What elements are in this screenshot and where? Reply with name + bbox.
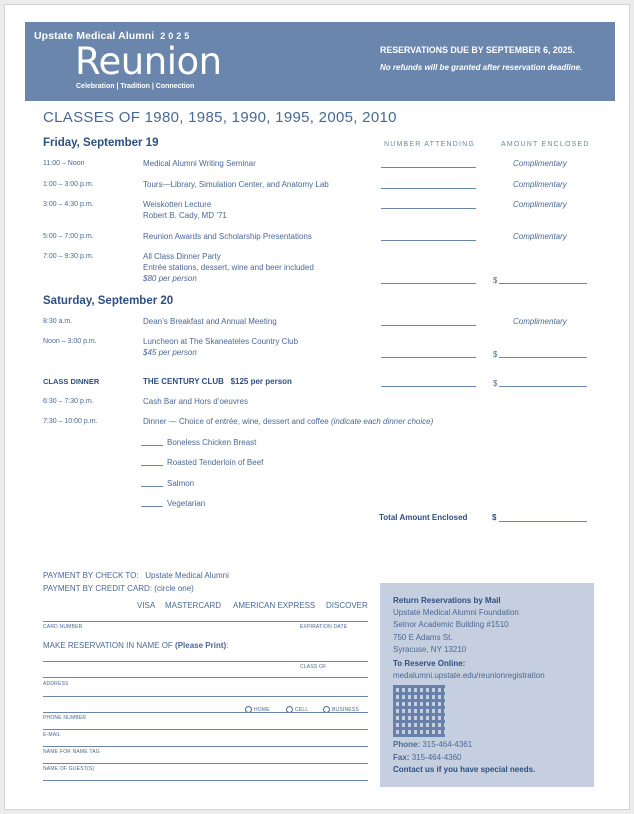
card-option-amex[interactable]: AMERICAN EXPRESS bbox=[233, 601, 316, 610]
choice-count-field[interactable] bbox=[141, 445, 163, 446]
saturday-heading: Saturday, September 20 bbox=[43, 295, 174, 307]
name-tag-label: NAME FOR NAME TAG bbox=[43, 749, 100, 755]
amount-complimentary: Complimentary bbox=[513, 180, 567, 189]
dinner-choice: Boneless Chicken Breast bbox=[167, 438, 257, 447]
event-time: 5:00 – 7:00 p.m. bbox=[43, 233, 94, 240]
name-field[interactable] bbox=[43, 661, 368, 662]
classes-heading: CLASSES OF 1980, 1985, 1990, 1995, 2005, 2010 bbox=[43, 109, 397, 126]
special-needs-note: Contact us if you have special needs. bbox=[393, 765, 536, 774]
return-address-line: Setnor Academic Building #1510 bbox=[393, 620, 509, 629]
attending-field[interactable] bbox=[381, 386, 476, 387]
dinner-choice: Roasted Tenderloin of Beef bbox=[167, 458, 264, 467]
attending-field[interactable] bbox=[381, 325, 476, 326]
guest-name-label: NAME OF GUEST(S) bbox=[43, 766, 95, 772]
email-field[interactable] bbox=[43, 729, 368, 730]
amount-complimentary: Complimentary bbox=[513, 200, 567, 209]
amount-complimentary: Complimentary bbox=[513, 317, 567, 326]
event-time: 11:00 – Noon bbox=[43, 160, 85, 167]
dinner-time: 7:30 – 10:00 p.m. bbox=[43, 418, 98, 425]
address-field[interactable] bbox=[43, 696, 368, 697]
return-address-line: 750 E Adams St. bbox=[393, 633, 453, 642]
return-address-line: Syracuse, NY 13210 bbox=[393, 645, 467, 654]
event-title: Dean’s Breakfast and Annual Meeting bbox=[143, 317, 277, 326]
banner-year: 2025 bbox=[160, 31, 193, 41]
card-number-label: CARD NUMBER bbox=[43, 624, 83, 630]
attending-field[interactable] bbox=[381, 167, 476, 168]
please-print: (Please Print) bbox=[175, 641, 227, 650]
attending-field[interactable] bbox=[381, 283, 476, 284]
number-attending-header: NUMBER ATTENDING bbox=[384, 141, 476, 148]
total-dollar-sign: $ bbox=[492, 513, 497, 522]
online-heading: To Reserve Online: bbox=[393, 659, 466, 668]
dinner-title: Dinner — Choice of entrée, wine, dessert and coffee (indicate each dinner choice) bbox=[143, 417, 434, 426]
class-dinner-venue: THE CENTURY CLUB $125 per person bbox=[143, 377, 292, 386]
card-option-mastercard[interactable]: MASTERCARD bbox=[165, 601, 222, 610]
event-price: $45 per person bbox=[143, 348, 197, 357]
guest-name-field[interactable] bbox=[43, 763, 368, 764]
address-label: ADDRESS bbox=[43, 681, 69, 687]
banner-tagline: Celebration | Tradition | Connection bbox=[76, 83, 195, 90]
card-number-field[interactable] bbox=[43, 621, 368, 622]
event-price: $80 per person bbox=[143, 274, 197, 283]
reservation-form-page bbox=[4, 4, 630, 810]
dinner-note: (indicate each dinner choice) bbox=[330, 417, 434, 426]
return-reservations-box bbox=[380, 583, 594, 787]
amount-field[interactable] bbox=[499, 283, 587, 284]
cash-bar-time: 6:30 – 7:30 p.m. bbox=[43, 398, 94, 405]
attending-field[interactable] bbox=[381, 188, 476, 189]
choice-count-field[interactable] bbox=[141, 486, 163, 487]
name-field-2[interactable] bbox=[43, 677, 368, 678]
amount-field[interactable] bbox=[499, 386, 587, 387]
fax-line: Fax: 315-464-4360 bbox=[393, 753, 462, 762]
event-title: Weiskotten Lecture Robert B. Cady, MD ’71 bbox=[143, 200, 227, 220]
event-subtitle: Entrée stations, dessert, wine and beer included bbox=[143, 263, 314, 272]
choice-count-field[interactable] bbox=[141, 506, 163, 507]
card-payment-label: PAYMENT BY CREDIT CARD: (circle one) bbox=[43, 584, 194, 593]
guest-name-field-2[interactable] bbox=[43, 780, 368, 781]
event-time: 3:00 – 4:30 p.m. bbox=[43, 201, 94, 208]
phone-type-home[interactable]: HOME bbox=[245, 706, 270, 713]
reservations-due: RESERVATIONS DUE BY SEPTEMBER 6, 2025. bbox=[380, 45, 575, 55]
event-time: 7:00 – 9:30 p.m. bbox=[43, 253, 94, 260]
event-subtitle: Robert B. Cady, MD ’71 bbox=[143, 211, 227, 220]
dinner-choice: Vegetarian bbox=[167, 499, 206, 508]
amount-dollar-sign: $ bbox=[493, 276, 498, 285]
check-payee: Upstate Medical Alumni bbox=[145, 571, 229, 580]
attending-field[interactable] bbox=[381, 208, 476, 209]
phone-label: PHONE NUMBER bbox=[43, 715, 87, 721]
name-tag-field[interactable] bbox=[43, 746, 368, 747]
class-of-label: CLASS OF bbox=[300, 664, 327, 670]
class-dinner-price: $125 per person bbox=[230, 377, 292, 386]
card-option-visa[interactable]: VISA bbox=[137, 601, 156, 610]
phone-line: Phone: 315-464-4361 bbox=[393, 740, 473, 749]
cash-bar-title: Cash Bar and Hors d’oeuvres bbox=[143, 397, 248, 406]
phone-type-business[interactable]: BUSINESS bbox=[323, 706, 359, 713]
refund-note: No refunds will be granted after reservation deadline. bbox=[380, 63, 583, 72]
card-option-discover[interactable]: DISCOVER bbox=[326, 601, 368, 610]
total-amount-field[interactable] bbox=[499, 521, 587, 522]
event-title: Medical Alumni Writing Seminar bbox=[143, 159, 256, 168]
class-dinner-label: CLASS DINNER bbox=[43, 377, 100, 386]
choice-count-field[interactable] bbox=[141, 465, 163, 466]
qr-code-icon[interactable] bbox=[393, 685, 445, 737]
return-address-line: Upstate Medical Alumni Foundation bbox=[393, 608, 519, 617]
name-prompt: MAKE RESERVATION IN NAME OF (Please Print): bbox=[43, 641, 229, 650]
amount-enclosed-header: AMOUNT ENCLOSED bbox=[501, 141, 590, 148]
event-title: Reunion Awards and Scholarship Presentations bbox=[143, 232, 312, 241]
return-heading: Return Reservations by Mail bbox=[393, 596, 501, 605]
header-banner bbox=[25, 22, 615, 101]
expiration-label: EXPIRATION DATE bbox=[300, 624, 348, 630]
phone-number: 315-464-4361 bbox=[422, 740, 473, 749]
check-payment: PAYMENT BY CHECK TO: Upstate Medical Alumni bbox=[43, 571, 229, 580]
amount-complimentary: Complimentary bbox=[513, 232, 567, 241]
friday-heading: Friday, September 19 bbox=[43, 137, 159, 149]
banner-top-title: Upstate Medical Alumni 2025 bbox=[34, 30, 193, 42]
phone-field[interactable] bbox=[43, 712, 368, 713]
event-title: All Class Dinner Party Entrée stations, dessert, wine and beer included $80 per person bbox=[143, 252, 314, 283]
fax-number: 315-464-4360 bbox=[411, 753, 462, 762]
amount-dollar-sign: $ bbox=[493, 379, 498, 388]
attending-field[interactable] bbox=[381, 357, 476, 358]
event-time: 1:00 – 3:00 p.m. bbox=[43, 181, 94, 188]
event-title: Luncheon at The Skaneateles Country Club $45 per person bbox=[143, 337, 299, 357]
attending-field[interactable] bbox=[381, 240, 476, 241]
amount-field[interactable] bbox=[499, 357, 587, 358]
email-label: E-MAIL bbox=[43, 732, 61, 738]
amount-complimentary: Complimentary bbox=[513, 159, 567, 168]
event-time: 8:30 a.m. bbox=[43, 318, 73, 325]
reunion-logo: Reunion bbox=[75, 40, 222, 83]
event-time: Noon – 3:00 p.m. bbox=[43, 338, 97, 345]
amount-dollar-sign: $ bbox=[493, 350, 498, 359]
registration-url[interactable]: medalumni.upstate.edu/reunionregistration bbox=[393, 671, 545, 680]
event-title: Tours—Library, Simulation Center, and Anatomy Lab bbox=[143, 180, 329, 189]
total-label: Total Amount Enclosed bbox=[379, 513, 468, 522]
phone-type-cell[interactable]: CELL bbox=[286, 706, 308, 713]
dinner-choice: Salmon bbox=[167, 479, 195, 488]
